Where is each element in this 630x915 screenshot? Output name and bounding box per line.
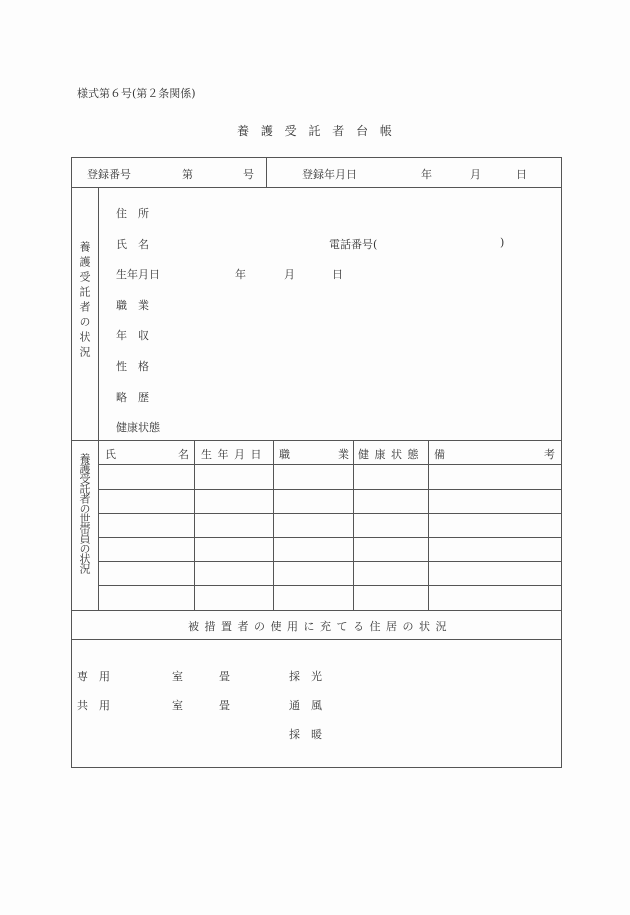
field-birth-day: 日 <box>332 268 343 281</box>
field-name: 氏 名 <box>116 238 149 251</box>
shared-use-label: 共 用 <box>77 699 110 712</box>
heating-label: 採 暖 <box>289 728 322 741</box>
section-trustee-label: 養護受託者の状況 <box>78 241 91 361</box>
col-name-b: 名 <box>178 448 189 461</box>
registration-day: 日 <box>516 168 527 181</box>
field-birth-year: 年 <box>235 268 246 281</box>
registration-month: 月 <box>470 168 481 181</box>
field-occupation: 職 業 <box>116 299 149 312</box>
field-phone-close: ) <box>500 236 505 249</box>
field-birthdate: 生年月日 <box>116 268 160 281</box>
ventilation-label: 通 風 <box>289 699 322 712</box>
section-household-label: 養護受託者の世帯員の状況 <box>78 453 91 573</box>
lighting-label: 採 光 <box>289 670 322 683</box>
field-phone-label: 電話番号( <box>329 238 378 251</box>
private-use-label: 専 用 <box>77 670 110 683</box>
field-health: 健康状態 <box>116 421 160 434</box>
field-income: 年 収 <box>116 329 149 342</box>
field-personality: 性 格 <box>116 360 149 373</box>
field-address: 住 所 <box>116 207 149 220</box>
col-birthdate: 生 年 月 日 <box>201 448 263 461</box>
col-remarks-a: 備 <box>434 448 445 461</box>
form-number: 様式第６号(第２条関係) <box>77 87 196 100</box>
registration-number-go: 号 <box>243 168 254 181</box>
form-title: 養 護 受 託 者 台 帳 <box>237 124 396 138</box>
col-remarks-b: 考 <box>544 448 555 461</box>
private-tatami-label: 畳 <box>219 670 230 683</box>
shared-room-label: 室 <box>172 699 183 712</box>
field-birth-month: 月 <box>284 268 295 281</box>
field-history: 略 歴 <box>116 391 149 404</box>
shared-tatami-label: 畳 <box>219 699 230 712</box>
col-occupation-b: 業 <box>338 448 349 461</box>
housing-section-title: 被 措 置 者 の 使 用 に 充 て る 住 居 の 状 況 <box>188 620 448 633</box>
private-room-label: 室 <box>172 670 183 683</box>
col-health: 健 康 状 態 <box>358 448 420 461</box>
col-occupation-a: 職 <box>279 448 290 461</box>
registration-number-label: 登録番号 <box>87 168 131 181</box>
col-name-a: 氏 <box>105 448 116 461</box>
registration-number-dai: 第 <box>182 168 193 181</box>
registration-year: 年 <box>421 168 432 181</box>
registration-date-label: 登録年月日 <box>302 168 357 181</box>
